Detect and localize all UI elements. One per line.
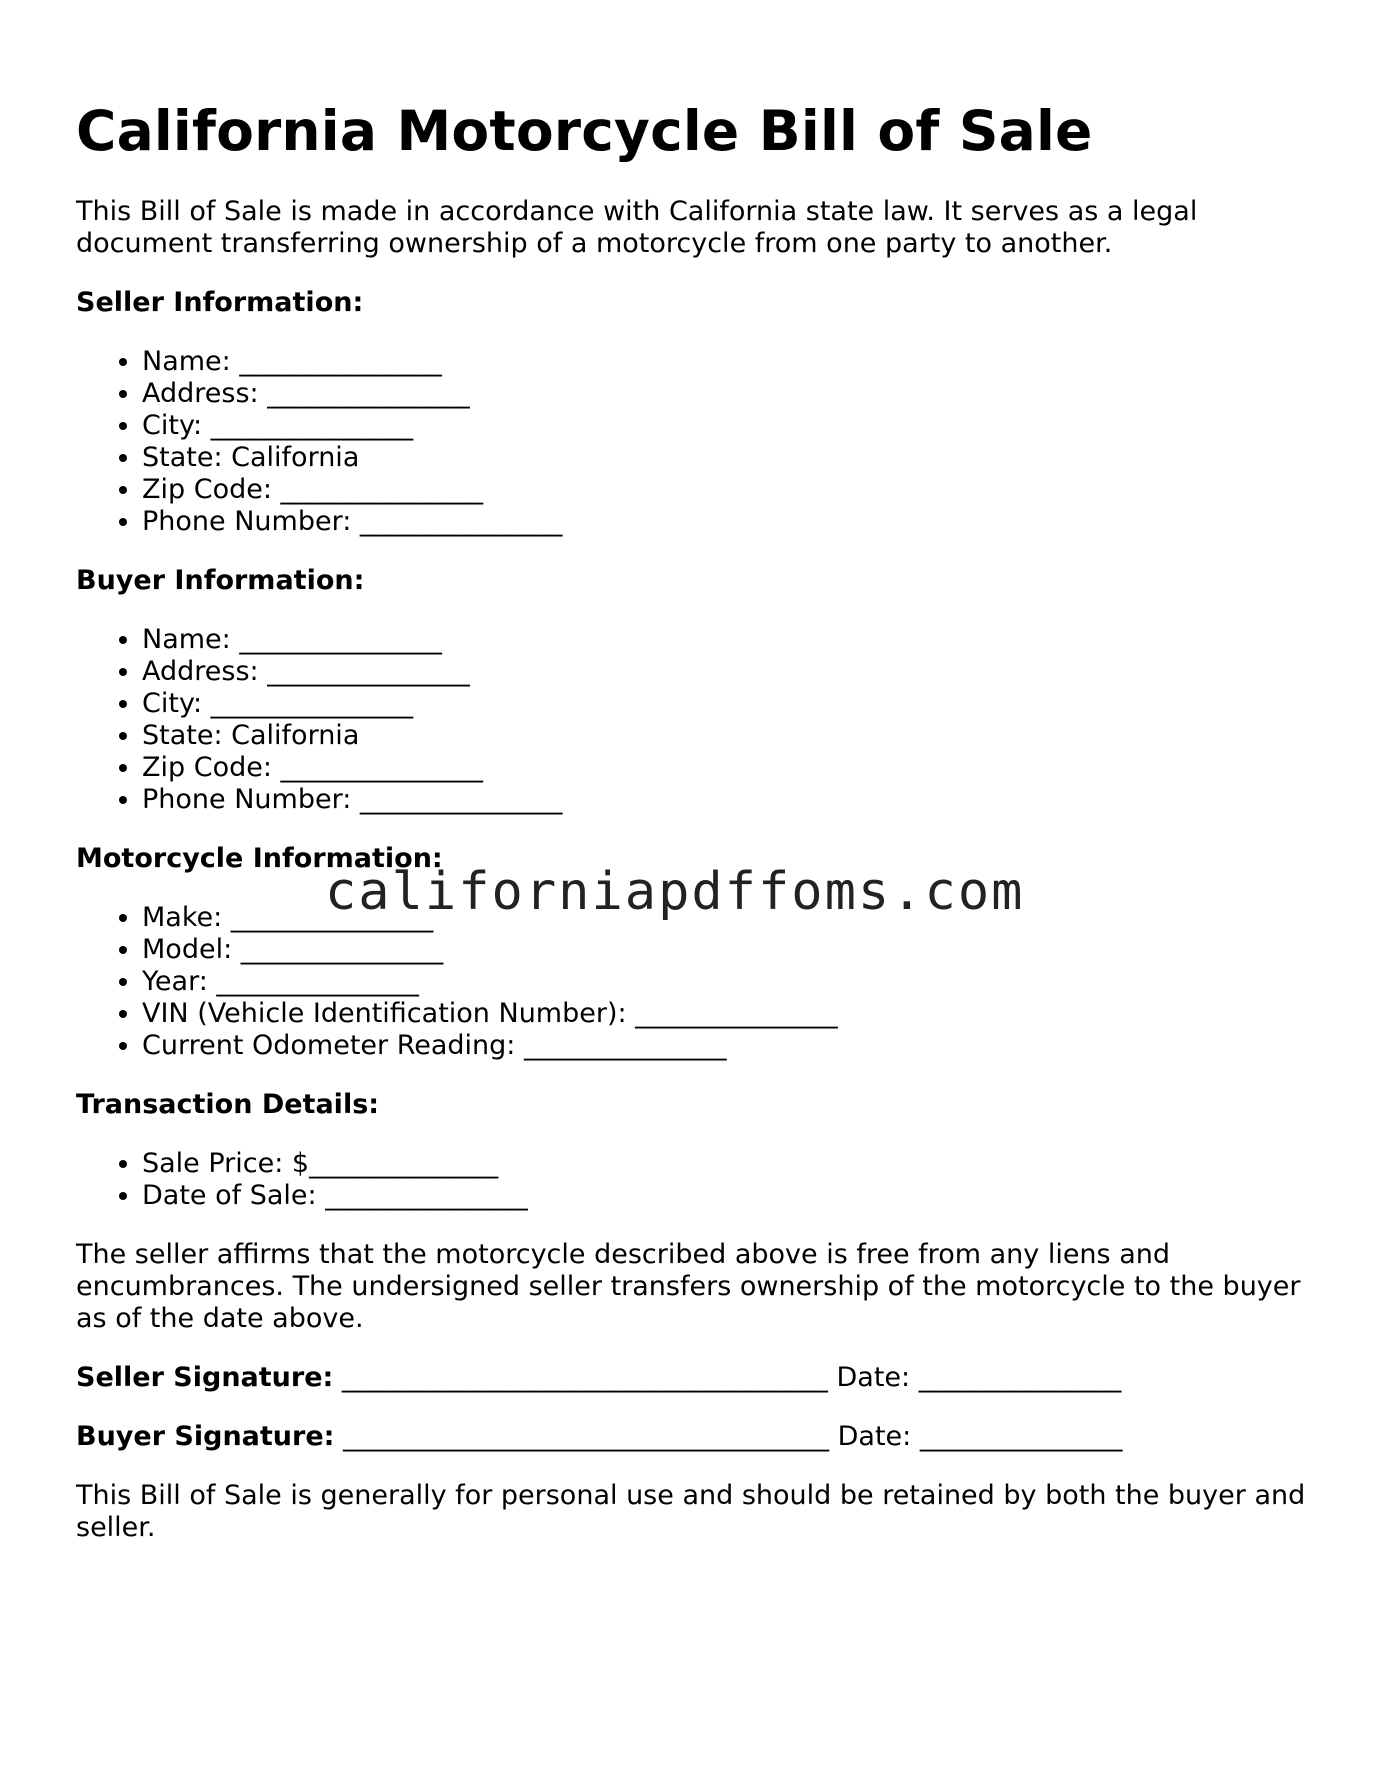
transaction-section-heading: Transaction Details: (76, 1089, 380, 1120)
document-title: California Motorcycle Bill of Sale (76, 99, 1093, 163)
buyer-signature-line (76, 1421, 1316, 1453)
motorcycle-vin-field: • VIN (Vehicle Identification Number): _______________ (142, 998, 1316, 1030)
motorcycle-odometer-field: • Current Odometer Reading: _______________ (142, 1030, 1316, 1062)
seller-address-field: • Address: _______________ (142, 378, 1316, 410)
sale-price-field: • Sale Price: $______________ (142, 1148, 1316, 1180)
bill-of-sale-document (76, 0, 1316, 1544)
affirmation-paragraph: The seller affirms that the motorcycle described above is free from any liens and encumbrances. The undersigned seller transfers ownership of the motorcycle to the buyer as of the date above. (76, 1239, 1301, 1334)
seller-name-field: • Name: _______________ (142, 346, 1316, 378)
seller-signature-blank: ____________________________________ Date: _______________ (333, 1362, 1122, 1393)
seller-zip-field: • Zip Code: _______________ (142, 474, 1316, 506)
transaction-info-list (76, 1148, 1316, 1212)
seller-signature-line (76, 1362, 1316, 1394)
buyer-address-field: • Address: _______________ (142, 656, 1316, 688)
seller-phone-field: • Phone Number: _______________ (142, 506, 1316, 538)
seller-signature-label: Seller Signature: (76, 1362, 334, 1393)
sale-date-field: • Date of Sale: _______________ (142, 1180, 1316, 1212)
seller-info-list (76, 346, 1316, 538)
buyer-zip-field: • Zip Code: _______________ (142, 752, 1316, 784)
buyer-signature-label: Buyer Signature: (76, 1421, 335, 1452)
buyer-city-field: • City: _______________ (142, 688, 1316, 720)
motorcycle-year-field: • Year: _______________ (142, 966, 1316, 998)
buyer-phone-field: • Phone Number: _______________ (142, 784, 1316, 816)
footer-note: This Bill of Sale is generally for personal use and should be retained by both the buyer and seller. (76, 1480, 1306, 1543)
motorcycle-section-heading: Motorcycle Information: (76, 843, 443, 874)
seller-state-field: • State: California (142, 442, 1316, 474)
buyer-state-field: • State: California (142, 720, 1316, 752)
seller-section-heading: Seller Information: (76, 287, 364, 318)
buyer-info-list (76, 624, 1316, 816)
motorcycle-info-list (76, 902, 1316, 1062)
seller-city-field: • City: _______________ (142, 410, 1316, 442)
motorcycle-make-field: • Make: _______________ (142, 902, 1316, 934)
buyer-signature-blank: ____________________________________ Date: _______________ (334, 1421, 1123, 1452)
motorcycle-model-field: • Model: _______________ (142, 934, 1316, 966)
buyer-name-field: • Name: _______________ (142, 624, 1316, 656)
watermark-text: californiapdffoms.com (325, 862, 1025, 922)
intro-paragraph: This Bill of Sale is made in accordance with California state law. It serves as a legal document transferring ownership of a motorcycle from one party to another. (76, 196, 1198, 259)
buyer-section-heading: Buyer Information: (76, 565, 365, 596)
